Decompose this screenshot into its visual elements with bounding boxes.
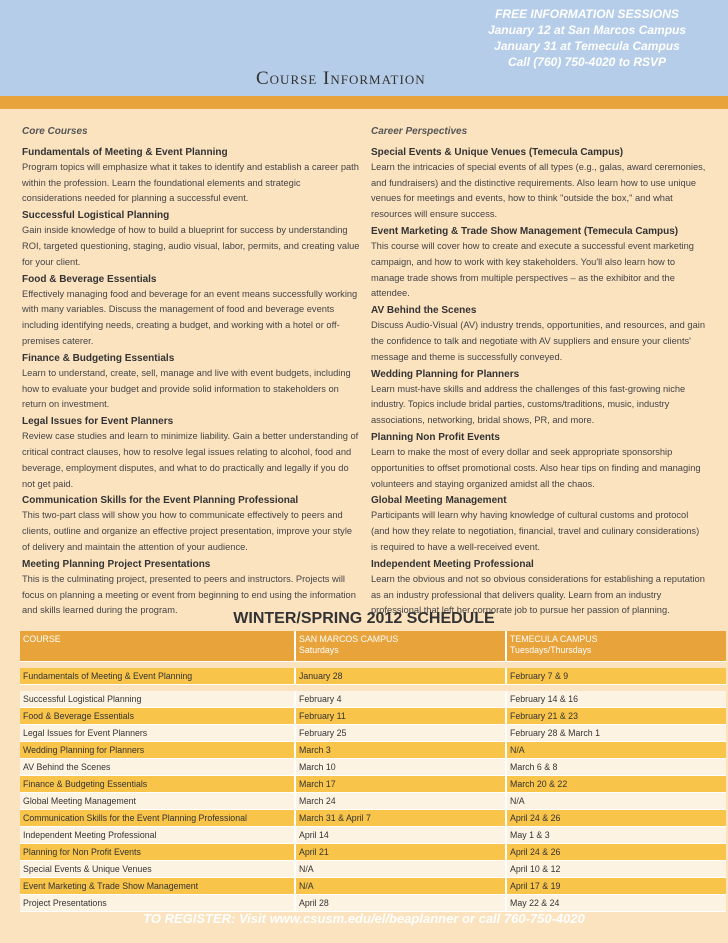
course-description: This is the culminating project, presented to peers and instructors. Projects will focus on planning a meeting or event from beginning to end using the information and skills learned during the program. bbox=[22, 573, 356, 616]
cell-course: Independent Meeting Professional bbox=[20, 827, 295, 844]
cell-temecula: May 1 & 3 bbox=[506, 827, 726, 844]
table-row bbox=[20, 742, 726, 759]
cell-course: Wedding Planning for Planners bbox=[20, 742, 295, 759]
info-line: Call (760) 750-4020 to RSVP bbox=[507, 55, 667, 69]
cell-san-marcos: April 21 bbox=[295, 844, 506, 861]
course-entry bbox=[22, 352, 360, 413]
table-row bbox=[20, 708, 726, 725]
course-title: Finance & Budgeting Essentials bbox=[22, 352, 175, 364]
header-campus-days: Tuesdays/Thursdays bbox=[510, 645, 592, 655]
cell-san-marcos: February 25 bbox=[295, 725, 506, 742]
header-divider-bar bbox=[0, 96, 728, 109]
cell-temecula: N/A bbox=[506, 742, 726, 759]
course-entry bbox=[371, 431, 706, 492]
course-description: Participants will learn why having knowledge of cultural customs and protocol (and how they relate to negotiation, financial, travel and culinary considerations) is required to have a well-received event. bbox=[371, 510, 700, 552]
cell-course: Special Events & Unique Venues bbox=[20, 861, 295, 878]
cell-temecula: February 7 & 9 bbox=[506, 668, 726, 685]
cell-san-marcos: April 28 bbox=[295, 895, 506, 912]
cell-san-marcos: February 4 bbox=[295, 691, 506, 708]
course-title: Successful Logistical Planning bbox=[22, 210, 170, 222]
cell-course: AV Behind the Scenes bbox=[20, 759, 295, 776]
course-description: Learn to make the most of every dollar and seek appropriate sponsorship opportunities to offset promotional costs. Also hear tips on finding and managing volunteers and staying organized amidst all the chaos. bbox=[371, 446, 701, 489]
table-row bbox=[20, 725, 726, 742]
schedule-title: WINTER/SPRING 2012 SCHEDULE bbox=[233, 610, 495, 627]
header-course: COURSE bbox=[20, 631, 295, 662]
cell-san-marcos: N/A bbox=[295, 861, 506, 878]
cell-temecula: N/A bbox=[506, 793, 726, 810]
course-title: Food & Beverage Essentials bbox=[22, 273, 157, 285]
table-row bbox=[20, 793, 726, 810]
header-temecula bbox=[506, 631, 726, 662]
register-banner: TO REGISTER: Visit www.csusm.edu/el/beaplanner or call 760-750-4020 bbox=[143, 911, 585, 926]
course-entry bbox=[371, 494, 706, 555]
course-title: Meeting Planning Project Presentations bbox=[22, 558, 211, 570]
course-title: Event Marketing & Trade Show Management (Temecula Campus) bbox=[371, 225, 679, 237]
course-entry bbox=[22, 494, 360, 555]
info-sessions-box bbox=[472, 6, 702, 70]
course-entry bbox=[371, 304, 706, 365]
header-campus-name: SAN MARCOS CAMPUS bbox=[299, 634, 399, 644]
cell-temecula: April 24 & 26 bbox=[506, 810, 726, 827]
table-row bbox=[20, 827, 726, 844]
course-entry bbox=[22, 415, 360, 492]
cell-temecula: May 22 & 24 bbox=[506, 895, 726, 912]
cell-temecula: March 20 & 22 bbox=[506, 776, 726, 793]
course-description: Program topics will emphasize what it takes to identify and establish a career path within the profession. Learn the foundational elements and strategic considerations needed for planning a successful event. bbox=[22, 161, 359, 204]
table-row bbox=[20, 844, 726, 861]
course-title: Fundamentals of Meeting & Event Planning bbox=[22, 146, 228, 158]
header-campus-name: TEMECULA CAMPUS bbox=[510, 634, 598, 644]
cell-temecula: February 21 & 23 bbox=[506, 708, 726, 725]
table-row bbox=[20, 861, 726, 878]
cell-temecula: February 14 & 16 bbox=[506, 691, 726, 708]
info-line: FREE INFORMATION SESSIONS bbox=[495, 7, 679, 21]
schedule-header-row bbox=[20, 631, 726, 662]
cell-san-marcos: February 11 bbox=[295, 708, 506, 725]
page-title: Course Information bbox=[256, 68, 426, 89]
cell-temecula: April 10 & 12 bbox=[506, 861, 726, 878]
cell-course: Successful Logistical Planning bbox=[20, 691, 295, 708]
course-title: Special Events & Unique Venues (Temecula Campus) bbox=[371, 146, 624, 158]
core-courses-column bbox=[22, 124, 360, 619]
course-description: Review case studies and learn to minimize liability. Gain a better understanding of critical contract clauses, how to resolve legal issues relating to alcohol, food and beverage, employment disputes, and what to do practically and legally if you do not get paid. bbox=[22, 431, 359, 489]
cell-san-marcos: March 3 bbox=[295, 742, 506, 759]
schedule-table bbox=[20, 631, 726, 912]
info-line: January 12 at San Marcos Campus bbox=[487, 23, 687, 37]
course-entry bbox=[371, 225, 706, 302]
table-row bbox=[20, 759, 726, 776]
header-campus-days: Saturdays bbox=[299, 645, 339, 655]
cell-san-marcos: March 24 bbox=[295, 793, 506, 810]
cell-course: Legal Issues for Event Planners bbox=[20, 725, 295, 742]
career-perspectives-heading: Career Perspectives bbox=[371, 126, 468, 137]
course-entry bbox=[371, 146, 706, 223]
course-entry bbox=[22, 273, 360, 350]
course-title: Legal Issues for Event Planners bbox=[22, 416, 174, 428]
cell-san-marcos: March 10 bbox=[295, 759, 506, 776]
course-description: This two-part class will show you how to communicate effectively to peers and clients, outline and organize an effective project presentation, improve your style of delivery and maintain the attention of your audience. bbox=[22, 510, 353, 552]
course-description: Learn the obvious and not so obvious considerations for establishing a reputation as an industry professional that delivers quality. Learn from an industry professional that left her corporate job to pursue her passion of planning. bbox=[371, 573, 705, 616]
course-description: Effectively managing food and beverage for an event means successfully working with many variables. Discuss the management of food and beverage events including identifying needs, creating a budget, and working with a hotel or off-premises caterer. bbox=[22, 288, 358, 346]
cell-course: Event Marketing & Trade Show Management bbox=[20, 878, 295, 895]
course-description: Gain inside knowledge of how to build a blueprint for success by understanding ROI, targeted questioning, staging, audio visual, labor, permits, and creating value for your client. bbox=[22, 225, 360, 267]
cell-course: Fundamentals of Meeting & Event Planning bbox=[20, 668, 295, 685]
cell-san-marcos: January 28 bbox=[295, 668, 506, 685]
cell-course: Finance & Budgeting Essentials bbox=[20, 776, 295, 793]
cell-temecula: February 28 & March 1 bbox=[506, 725, 726, 742]
cell-san-marcos: April 14 bbox=[295, 827, 506, 844]
table-row bbox=[20, 691, 726, 708]
cell-temecula: April 24 & 26 bbox=[506, 844, 726, 861]
cell-san-marcos: March 31 & April 7 bbox=[295, 810, 506, 827]
cell-course: Food & Beverage Essentials bbox=[20, 708, 295, 725]
course-title: AV Behind the Scenes bbox=[371, 305, 477, 317]
course-entry bbox=[371, 368, 706, 429]
table-row bbox=[20, 776, 726, 793]
table-row bbox=[20, 810, 726, 827]
cell-course: Global Meeting Management bbox=[20, 793, 295, 810]
cell-temecula: April 17 & 19 bbox=[506, 878, 726, 895]
table-row bbox=[20, 668, 726, 685]
course-title: Global Meeting Management bbox=[371, 495, 507, 507]
course-entry bbox=[22, 209, 360, 270]
core-courses-heading: Core Courses bbox=[22, 126, 88, 137]
course-description: This course will cover how to create and execute a successful event marketing campaign, and how to work with key stakeholders. You'll also learn how to manage trade shows from multiple perspectives – as the exhibitor and the attendee. bbox=[371, 240, 694, 299]
cell-temecula: March 6 & 8 bbox=[506, 759, 726, 776]
info-line: January 31 at Temecula Campus bbox=[494, 39, 680, 53]
career-perspectives-column bbox=[371, 124, 706, 619]
table-row bbox=[20, 878, 726, 895]
cell-san-marcos: N/A bbox=[295, 878, 506, 895]
header-san-marcos bbox=[295, 631, 506, 662]
course-entry bbox=[22, 146, 360, 207]
course-title: Communication Skills for the Event Planning Professional bbox=[22, 495, 299, 507]
cell-course: Communication Skills for the Event Planning Professional bbox=[20, 810, 295, 827]
cell-san-marcos: March 17 bbox=[295, 776, 506, 793]
course-title: Planning Non Profit Events bbox=[371, 431, 500, 443]
course-description: Learn must-have skills and address the challenges of this fast-growing niche industry. Topics include bridal parties, customs/traditions, music, industry associations, networking, bridal shows, PR, and more. bbox=[371, 383, 686, 426]
table-row bbox=[20, 895, 726, 912]
course-title: Independent Meeting Professional bbox=[371, 558, 534, 570]
course-title: Wedding Planning for Planners bbox=[371, 368, 520, 380]
course-description: Learn the intricacies of special events of all types (e.g., galas, award ceremonies, and fundraisers) and the distinctive requirements. Also learn how to use unique venues for meetings and events, how to think "outside the box," and what resources will ensure success. bbox=[371, 161, 706, 220]
course-description: Discuss Audio-Visual (AV) industry trends, opportunities, and resources, and gain the confidence to talk and negotiate with AV suppliers and ensure your clients' message and theme is successfully conveyed. bbox=[371, 320, 706, 362]
cell-course: Project Presentations bbox=[20, 895, 295, 912]
cell-course: Planning for Non Profit Events bbox=[20, 844, 295, 861]
course-description: Learn to understand, create, sell, manage and live with event budgets, including how to evaluate your budget and provide solid information to stakeholders on return on investment. bbox=[22, 367, 351, 410]
